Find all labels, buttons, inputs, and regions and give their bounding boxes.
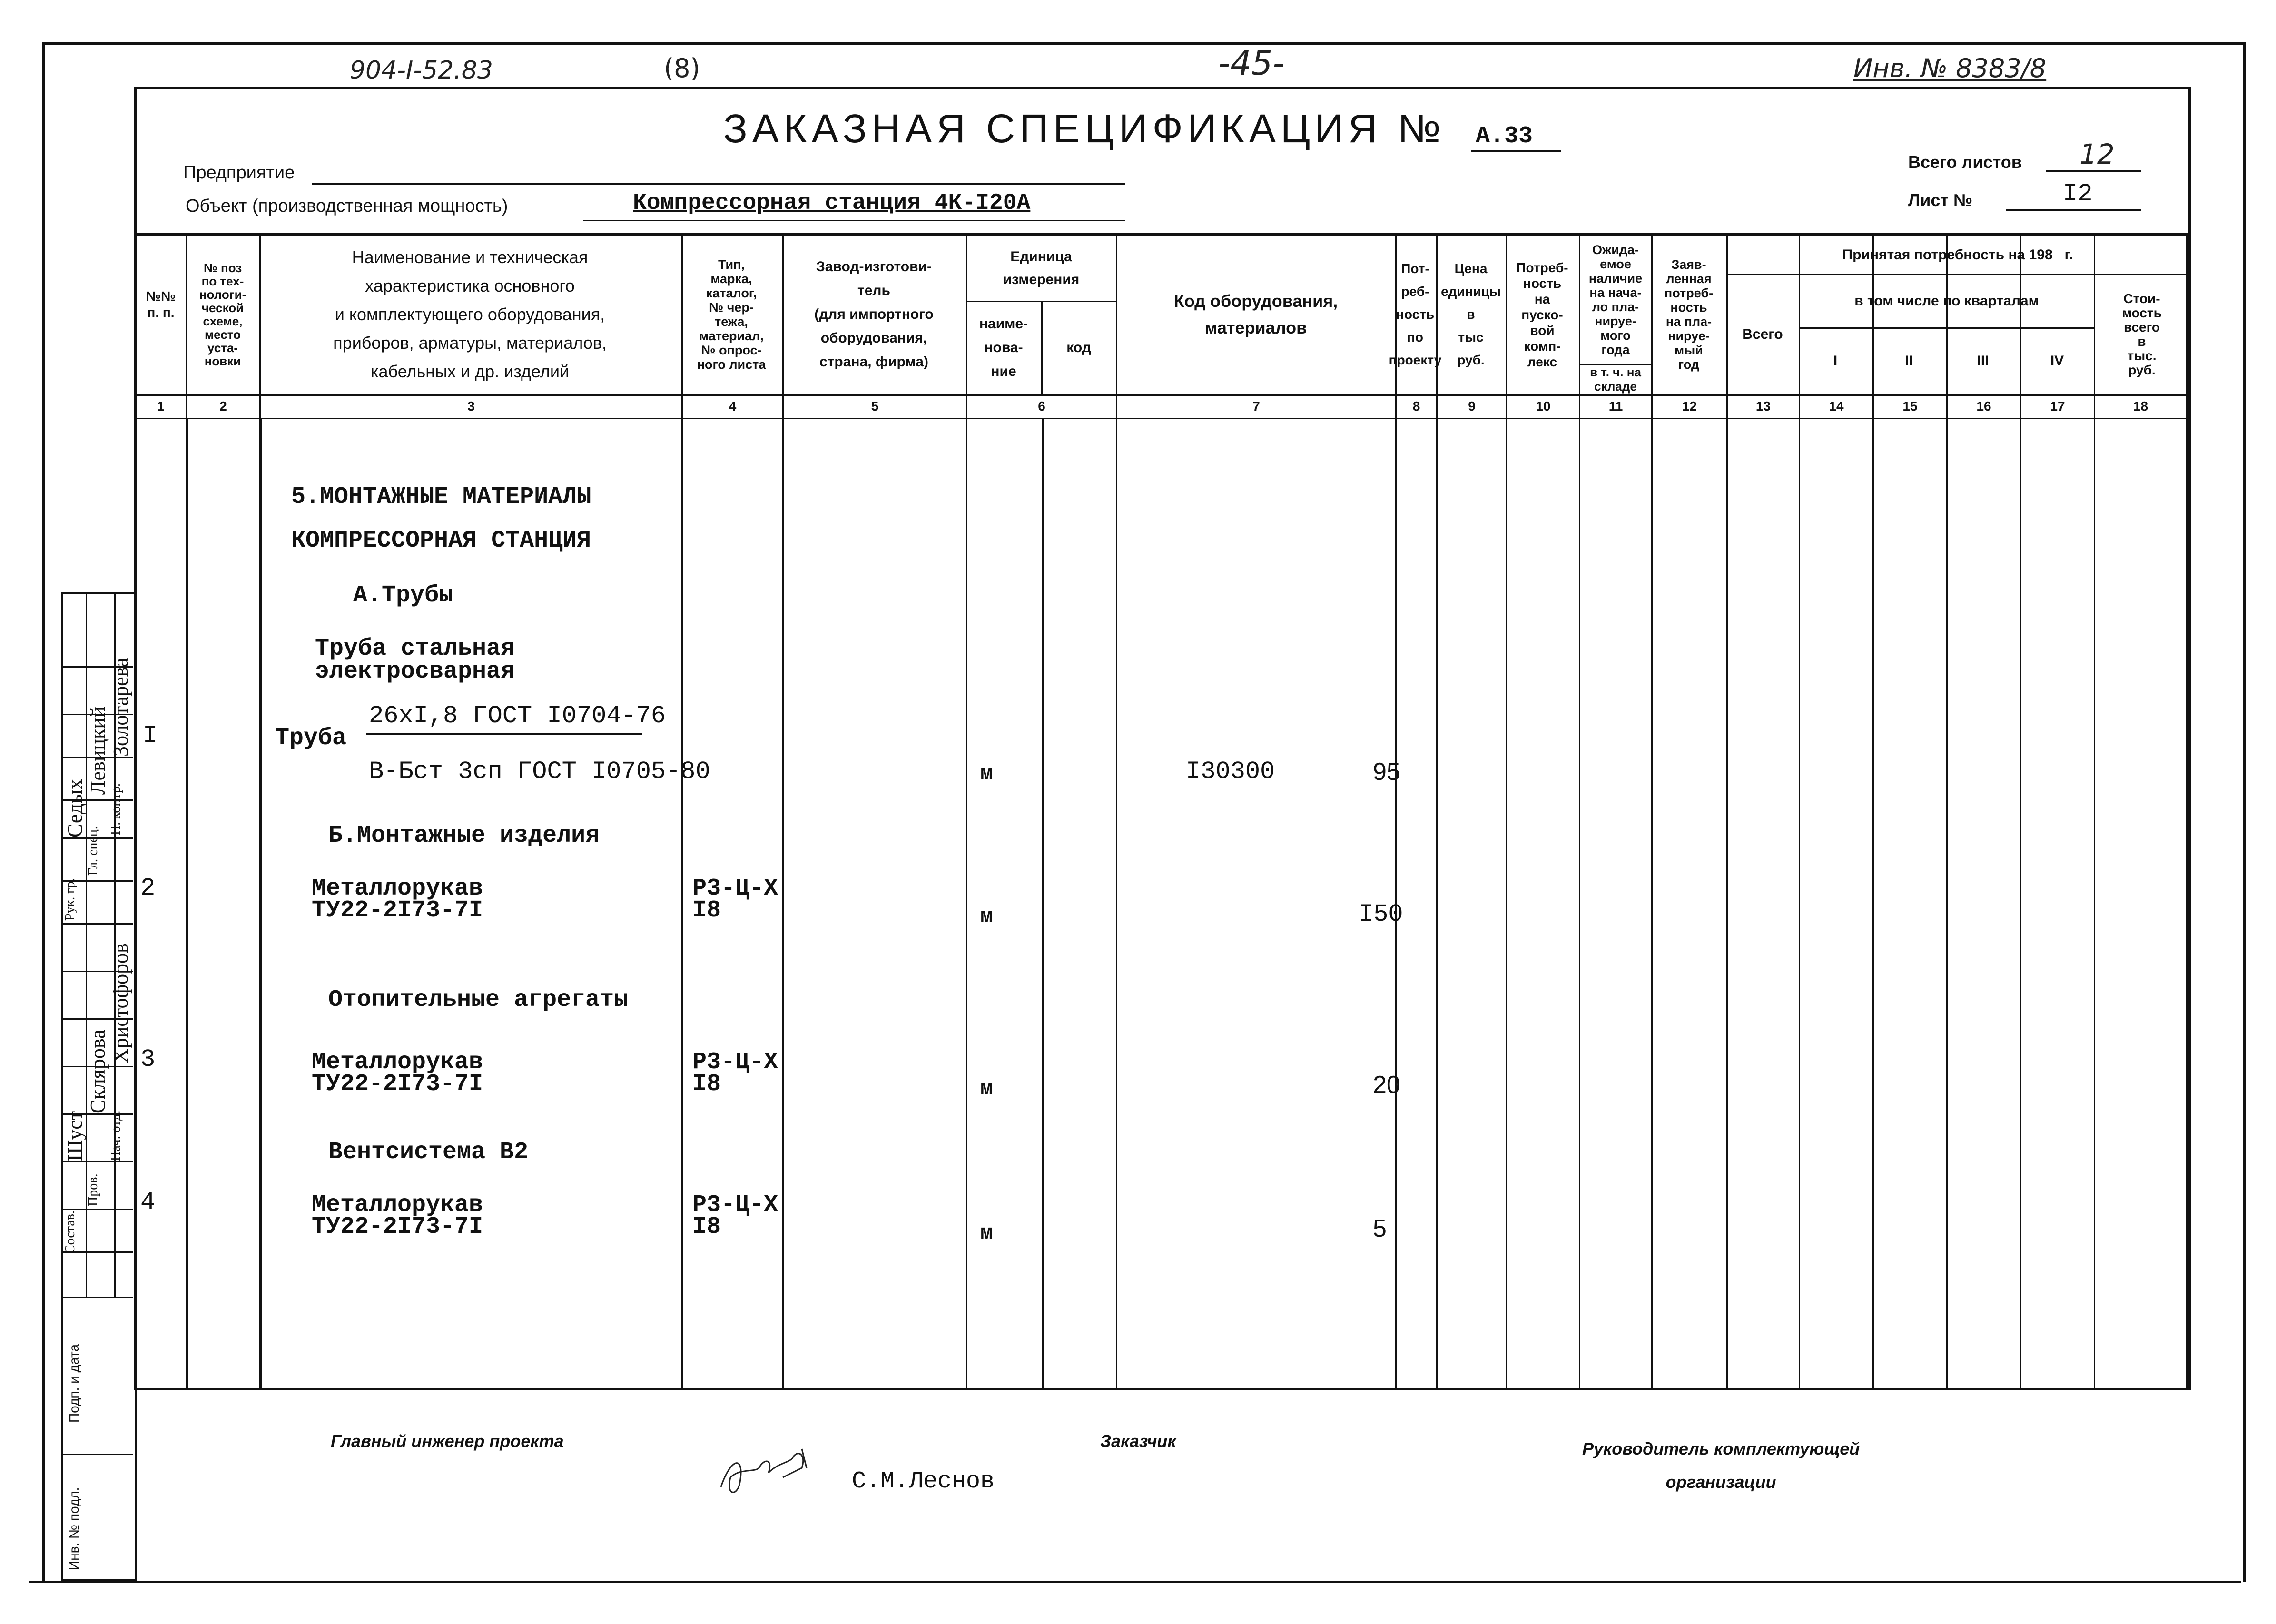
inventory-number: Инв. № 8383/8	[1853, 53, 2047, 83]
header-equipment-code: Код оборудования, материалов	[1173, 291, 1338, 337]
stamp-name: Левицкий	[86, 706, 109, 795]
table-column-line	[2186, 233, 2188, 1389]
header-unit-code: код	[1066, 340, 1091, 355]
stamp-role: Н. контр.	[108, 783, 123, 835]
doc-part: (8)	[664, 53, 700, 83]
body-heavy-line	[186, 418, 188, 1388]
row-4-mark: Р3-Ц-Х I8	[692, 1191, 778, 1240]
stamp-role: Гл. спец.	[86, 826, 100, 876]
header-q3: III	[1977, 353, 1989, 369]
column-number: 7	[1252, 399, 1260, 413]
column-number: 3	[467, 399, 475, 413]
stamp-row-line	[61, 1161, 133, 1162]
column-number: 8	[1412, 399, 1420, 413]
object-label: Объект (производственная мощность)	[186, 196, 508, 216]
row-1-code: I30300	[1186, 758, 1275, 786]
total-sheets-underline	[2046, 170, 2141, 172]
stamp-row-line	[61, 1297, 133, 1298]
stamp-name: Седых	[63, 779, 87, 837]
total-sheets-value: 12	[2079, 138, 2115, 170]
row-1-fraction-line	[366, 733, 642, 735]
header-unit-name: наиме- нова- ние	[979, 316, 1028, 379]
table-bottom-line	[134, 1388, 2188, 1390]
stamp-sign-date: Подп. и дата	[67, 1344, 81, 1423]
header-quarters: в том числе по кварталам	[1854, 293, 2039, 309]
stamp-name: Склярова	[86, 1029, 109, 1113]
supplier-head-label: Руководитель комплектующей организации	[1582, 1439, 1860, 1492]
header-q4: IV	[2050, 353, 2064, 369]
spec-title-text: ЗАКАЗНАЯ СПЕЦИФИКАЦИЯ №	[723, 106, 1446, 151]
stamp-name: Христофоров	[109, 943, 132, 1063]
spec-title-number: А.33	[1471, 123, 1561, 152]
column-number: 4	[729, 399, 737, 413]
total-sheets-label: Всего листов	[1908, 152, 2022, 172]
stamp-role: Нач. отд.	[108, 1110, 123, 1161]
page-number: -45-	[1218, 44, 1285, 83]
column-number: 14	[1829, 399, 1844, 413]
row-3-mark: Р3-Ц-Х I8	[692, 1049, 778, 1098]
row-1-prefix: Труба	[275, 725, 347, 752]
chief-engineer-signature	[711, 1439, 830, 1511]
row-2-name: Металлорукав ТУ22-2I73-7I	[312, 875, 483, 924]
row-4-number: 4	[140, 1188, 156, 1216]
subsection-vent: Вентсистема В2	[328, 1139, 529, 1166]
column-number: 10	[1536, 399, 1551, 413]
enterprise-underline	[312, 183, 1125, 185]
stamp-row-line	[61, 1209, 133, 1210]
row-3-unit: м	[980, 1077, 993, 1101]
stamp-name: Золотарева	[109, 658, 132, 757]
sheet-label: Лист №	[1908, 190, 1973, 210]
row-2-number: 2	[140, 874, 156, 902]
body-heavy-line	[1042, 418, 1044, 1388]
row-2-qty: I50	[1359, 900, 1403, 928]
object-value: Компрессорная станция 4К-I20А	[633, 190, 1031, 216]
column-number: 9	[1468, 399, 1476, 413]
stamp-row-line	[61, 923, 133, 925]
enterprise-label: Предприятие	[183, 163, 295, 183]
row-2-mark: Р3-Ц-Х I8	[692, 875, 778, 924]
column-number: 13	[1755, 399, 1771, 413]
row-3-name: Металлорукав ТУ22-2I73-7I	[312, 1049, 483, 1098]
header-type: Тип, марка, каталог, № чер- тежа, материал, № опрос- ного листа	[697, 257, 766, 372]
header-unit: Единица измерения	[1003, 249, 1080, 287]
column-number: 5	[871, 399, 879, 413]
header-name: Наименование и техническая характеристика основного и комплектующего оборудования, приборов, арматуры, материалов, кабельных и др. изделий	[333, 247, 607, 381]
row-4-name: Металлорукав ТУ22-2I73-7I	[312, 1191, 483, 1240]
sheet-value: I2	[2063, 180, 2093, 208]
sheet-underline	[2006, 209, 2141, 211]
row-4-unit: м	[980, 1221, 993, 1245]
quarters-subheader-line	[1799, 327, 2094, 329]
header-unit-price: Цена единицы в тыс руб.	[1441, 261, 1501, 367]
header-accepted-need: Принятая потребность на 198 г.	[1842, 247, 2073, 263]
header-position: № поз по тех- нологи- ческой схеме, место уста- новки	[199, 261, 246, 368]
row-1-name-bottom: В-Бст 3сп ГОСТ I0705-80	[369, 758, 710, 786]
stamp-role: Пров.	[86, 1173, 100, 1206]
chief-engineer-label: Главный инженер проекта	[331, 1431, 564, 1451]
column-number: 6	[1038, 399, 1045, 413]
table-header-bottom	[134, 394, 2188, 396]
header-total: Всего	[1742, 326, 1783, 342]
row-3-qty: 20	[1373, 1071, 1400, 1099]
column-number: 15	[1902, 399, 1918, 413]
row-1-number: I	[143, 722, 158, 750]
spec-title	[723, 106, 1561, 152]
stamp-role: Рук. гр.	[63, 878, 78, 921]
row-1-qty: 95	[1373, 758, 1400, 786]
column-number: 12	[1682, 399, 1697, 413]
chief-engineer-name: С.М.Леснов	[852, 1468, 995, 1495]
section-subtitle: КОМПРЕССОРНАЯ СТАНЦИЯ	[291, 527, 591, 554]
stamp-row-line	[61, 1454, 133, 1455]
stamp-role: Состав.	[63, 1210, 78, 1254]
column-number: 17	[2050, 399, 2065, 413]
header-startup-need: Потреб- ность на пуско- вой комп- лекс	[1516, 260, 1568, 369]
col-number-bottom	[134, 418, 2188, 419]
subsection-pipes: А.Трубы	[353, 582, 453, 609]
section-title: 5.МОНТАЖНЫЕ МАТЕРИАЛЫ	[291, 483, 591, 511]
header-q2: II	[1905, 353, 1913, 369]
table-top-line	[134, 233, 2188, 236]
header-in-warehouse: в т. ч. на складе	[1590, 365, 1641, 394]
header-expected-stock: Ожида- емое наличие на нача- ло пла- нируе- мого года	[1588, 243, 1643, 357]
column-number: 18	[2133, 399, 2148, 413]
header-q1: I	[1833, 353, 1838, 369]
column-number: 2	[219, 399, 227, 413]
header-pp: №№ п. п.	[146, 289, 176, 320]
column-number: 1	[157, 399, 165, 413]
row-1-name-top: 26хI,8 ГОСТ I0704-76	[369, 702, 666, 730]
row-4-qty: 5	[1373, 1215, 1387, 1242]
outer-bottom-line	[29, 1581, 2241, 1583]
column-number: 16	[1976, 399, 1991, 413]
header-need-project: Пот- реб- ность по проекту	[1389, 261, 1442, 367]
column-number: 11	[1608, 399, 1623, 413]
stamp-name: Шуст	[63, 1111, 87, 1161]
row-1-unit: м	[980, 762, 993, 786]
doc-number: 904-I-52.83	[350, 56, 493, 85]
row-2-unit: м	[980, 905, 993, 929]
body-heavy-line	[259, 418, 262, 1388]
item-title-pipe: Труба стальная электросварная	[315, 635, 515, 685]
subsection-heating: Отопительные агрегаты	[328, 986, 629, 1014]
object-underline	[583, 220, 1125, 221]
stamp-inventory-number: Инв. № подл.	[67, 1487, 81, 1570]
header-cost-total: Стои- мость всего в тыс. руб.	[2122, 291, 2162, 377]
customer-label: Заказчик	[1100, 1431, 1176, 1451]
subsection-mount: Б.Монтажные изделия	[328, 822, 600, 849]
header-declared-need: Заяв- ленная потреб- ность на пла- нируе- мый год	[1664, 257, 1714, 372]
header-manufacturer: Завод-изготови- тель (для импортного оборудования, страна, фирма)	[814, 259, 934, 370]
row-3-number: 3	[140, 1045, 156, 1073]
